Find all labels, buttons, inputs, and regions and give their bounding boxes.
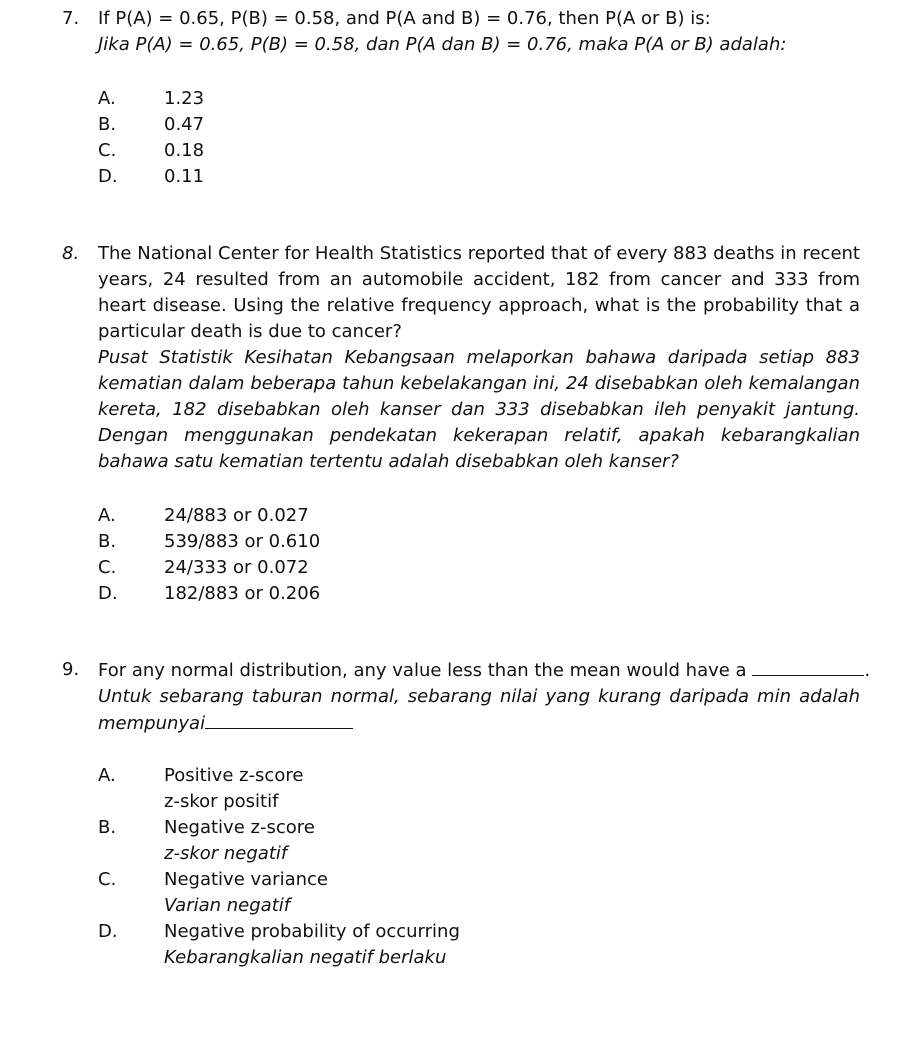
answer-blank[interactable] — [752, 657, 864, 676]
option-letter: D. — [98, 583, 118, 604]
option-d[interactable] — [98, 919, 798, 971]
option-letter: C. — [98, 869, 117, 890]
option-text: 539/883 or 0.610 — [164, 531, 321, 552]
option-letter: C. — [98, 140, 117, 161]
option-d[interactable] — [98, 581, 798, 607]
question-text-en: If P(A) = 0.65, P(B) = 0.58, and P(A and B) = 0.76, then P(A or B) is: — [98, 8, 711, 29]
option-letter: D. — [98, 166, 118, 187]
option-text: Negative variance — [164, 869, 328, 890]
option-text: Positive z-score — [164, 765, 304, 786]
question-text-ms — [98, 684, 860, 737]
option-text: 0.47 — [164, 114, 205, 135]
question-text-ms-main: Untuk sebarang taburan normal, sebarang nilai yang kurang daripada min adalah mempunyai — [98, 686, 860, 734]
option-a[interactable] — [98, 763, 798, 815]
option-letter: A. — [98, 765, 116, 786]
question-text-en: The National Center for Health Statistics reported that of every 883 deaths in recent years, 24 resulted from an automobile accident, 182 from cancer and 333 from heart disease. Using the relative frequency approach, what is the probability that a particular death is due to cancer? — [98, 243, 860, 342]
option-b[interactable] — [98, 112, 798, 138]
option-a[interactable] — [98, 86, 798, 112]
option-c[interactable] — [98, 555, 798, 581]
option-a[interactable] — [98, 503, 798, 529]
option-d[interactable] — [98, 164, 798, 190]
option-letter: B. — [98, 114, 117, 135]
option-text-ms: Varian negatif — [164, 895, 291, 916]
option-text: 24/333 or 0.072 — [164, 557, 309, 578]
answer-blank[interactable] — [205, 710, 353, 729]
option-letter: B. — [98, 531, 117, 552]
option-text-ms: z-skor negatif — [164, 843, 288, 864]
question-text-en-main: For any normal distribution, any value less than the mean would have a — [98, 660, 747, 681]
option-text: 182/883 or 0.206 — [164, 583, 321, 604]
option-b[interactable] — [98, 529, 798, 555]
option-letter: D. — [98, 921, 118, 942]
option-text-ms: z-skor positif — [164, 791, 279, 812]
option-letter: A. — [98, 505, 116, 526]
question-number: 9. — [62, 659, 80, 680]
option-c[interactable] — [98, 867, 798, 919]
question-text-ms: Pusat Statistik Kesihatan Kebangsaan melaporkan bahawa daripada setiap 883 kematian dalam beberapa tahun kebelakangan ini, 24 disebabkan oleh kemalangan kereta, 182 disebabkan oleh kanser dan 333 disebabkan ileh penyakit jantung. Dengan menggunakan pendekatan kekerapan relatif, apakah kebarangkalian bahawa satu kematian tertentu adalah disebabkan oleh kanser? — [98, 347, 860, 472]
option-b[interactable] — [98, 815, 798, 867]
option-text: 24/883 or 0.027 — [164, 505, 309, 526]
option-text: 0.18 — [164, 140, 205, 161]
option-letter: C. — [98, 557, 117, 578]
option-text: Negative z-score — [164, 817, 315, 838]
option-c[interactable] — [98, 138, 798, 164]
option-text: 0.11 — [164, 166, 205, 187]
question-text-block — [98, 241, 860, 475]
question-text-block — [98, 657, 871, 737]
option-letter: B. — [98, 817, 117, 838]
question-text-en — [98, 657, 871, 684]
question-text-block — [98, 6, 860, 58]
question-text-en-end: . — [864, 660, 871, 681]
option-text: Negative probability of occurring — [164, 921, 460, 942]
question-text-ms: Jika P(A) = 0.65, P(B) = 0.58, dan P(A dan B) = 0.76, maka P(A or B) adalah: — [98, 34, 787, 55]
option-text: 1.23 — [164, 88, 205, 109]
question-number: 7. — [62, 8, 80, 29]
option-text-ms: Kebarangkalian negatif berlaku — [164, 947, 447, 968]
option-letter: A. — [98, 88, 116, 109]
question-number: 8. — [62, 243, 80, 264]
